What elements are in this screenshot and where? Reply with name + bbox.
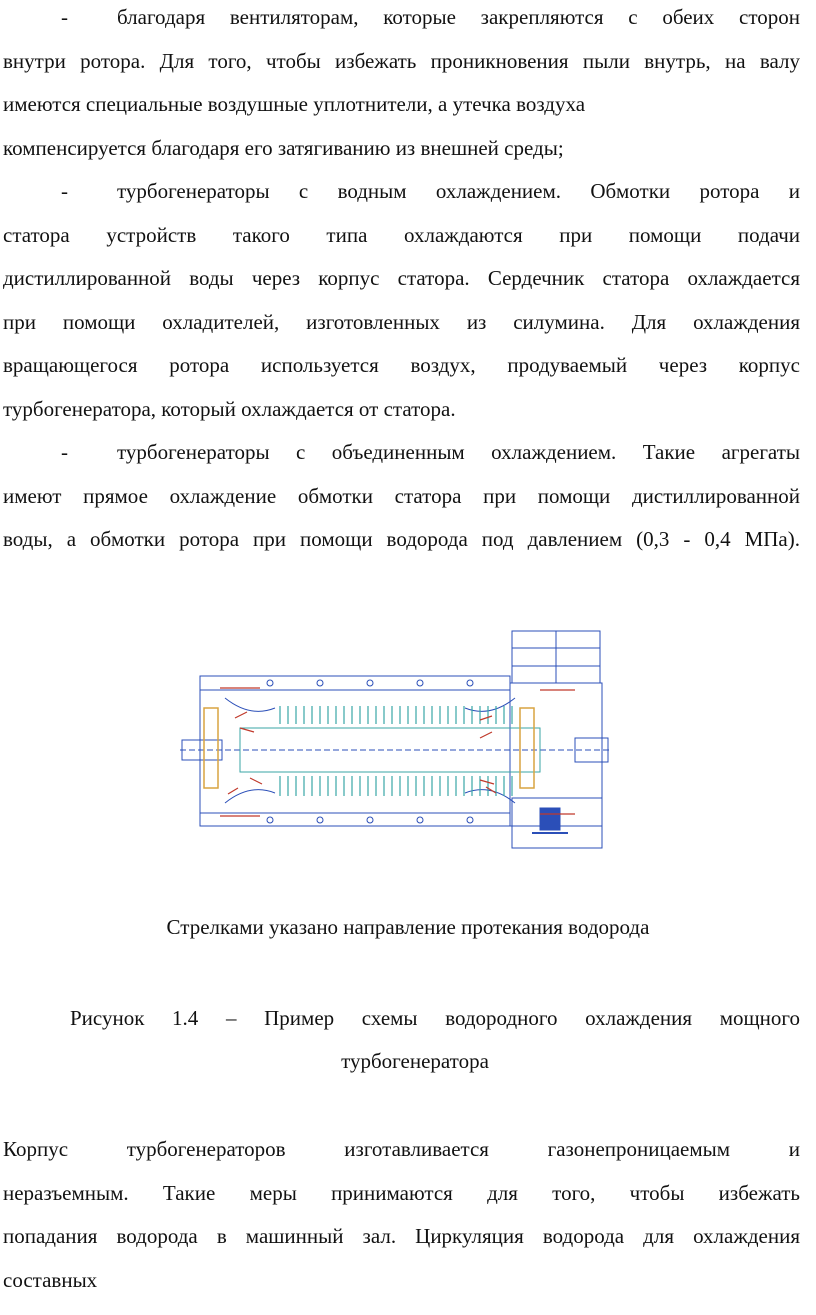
bullet-paragraph-2 (3, 170, 800, 431)
bullet-first-line (3, 431, 800, 475)
text-line: воды, а обмотки ротора при помощи водорода под давлением (0,3 - 0,4 МПа). (3, 527, 800, 551)
turbogenerator-cooling-diagram (180, 628, 610, 853)
text-line: статора устройств такого типа охлаждаются при помощи подачи (3, 222, 800, 247)
text-line: имеют прямое охлаждение обмотки статора при помощи дистиллированной (3, 483, 800, 508)
bullet-dash: - (61, 440, 68, 464)
text-line: вращающегося ротора используется воздух, продуваемый через корпус (3, 353, 800, 377)
figure-caption-line-2: турбогенератора (341, 1049, 489, 1073)
text-line: составных (3, 1267, 98, 1292)
figure-note: Стрелками указано направление протекания водорода (166, 915, 650, 939)
text-line: турбогенераторы с водным охлаждением. Обмотки ротора и (117, 179, 800, 203)
stator-housing (200, 676, 510, 826)
text-line: компенсируется благодаря его затягиванию из внешней среды; (3, 135, 564, 160)
text-line: турбогенератора, который охлаждается от статора. (3, 396, 456, 421)
bullet-first-line (3, 0, 800, 40)
body-paragraph (3, 1128, 800, 1302)
text-line: Корпус турбогенераторов изготавливается газонепроницаемым и (3, 1137, 800, 1161)
text-line: благодаря вентиляторам, которые закрепляются с обеих сторон (117, 5, 800, 29)
bullet-dash: - (61, 5, 68, 29)
bullet-paragraph-3 (3, 431, 800, 562)
text-line: турбогенераторы с объединенным охлаждением. Такие агрегаты (117, 440, 800, 464)
text-line: неразъемным. Такие меры принимаются для того, чтобы избежать (3, 1180, 800, 1205)
bullet-paragraph-1 (3, 0, 800, 170)
text-line: имеются специальные воздушные уплотнители, а утечка воздуха (3, 92, 586, 116)
figure-caption-line-1: Рисунок 1.4 – Пример схемы водородного охлаждения мощного (70, 1006, 800, 1030)
text-line: попадания водорода в машинный зал. Циркуляция водорода для охлаждения (3, 1224, 800, 1248)
bullet-first-line (3, 170, 800, 214)
text-line: внутри ротора. Для того, чтобы избежать проникновения пыли внутрь, на валу (3, 48, 800, 73)
bullet-dash: - (61, 179, 68, 203)
text-line: при помощи охладителей, изготовленных из силумина. Для охлаждения (3, 309, 800, 334)
text-line: дистиллированной воды через корпус статора. Сердечник статора охлаждается (3, 266, 800, 290)
figure-caption (70, 997, 800, 1083)
